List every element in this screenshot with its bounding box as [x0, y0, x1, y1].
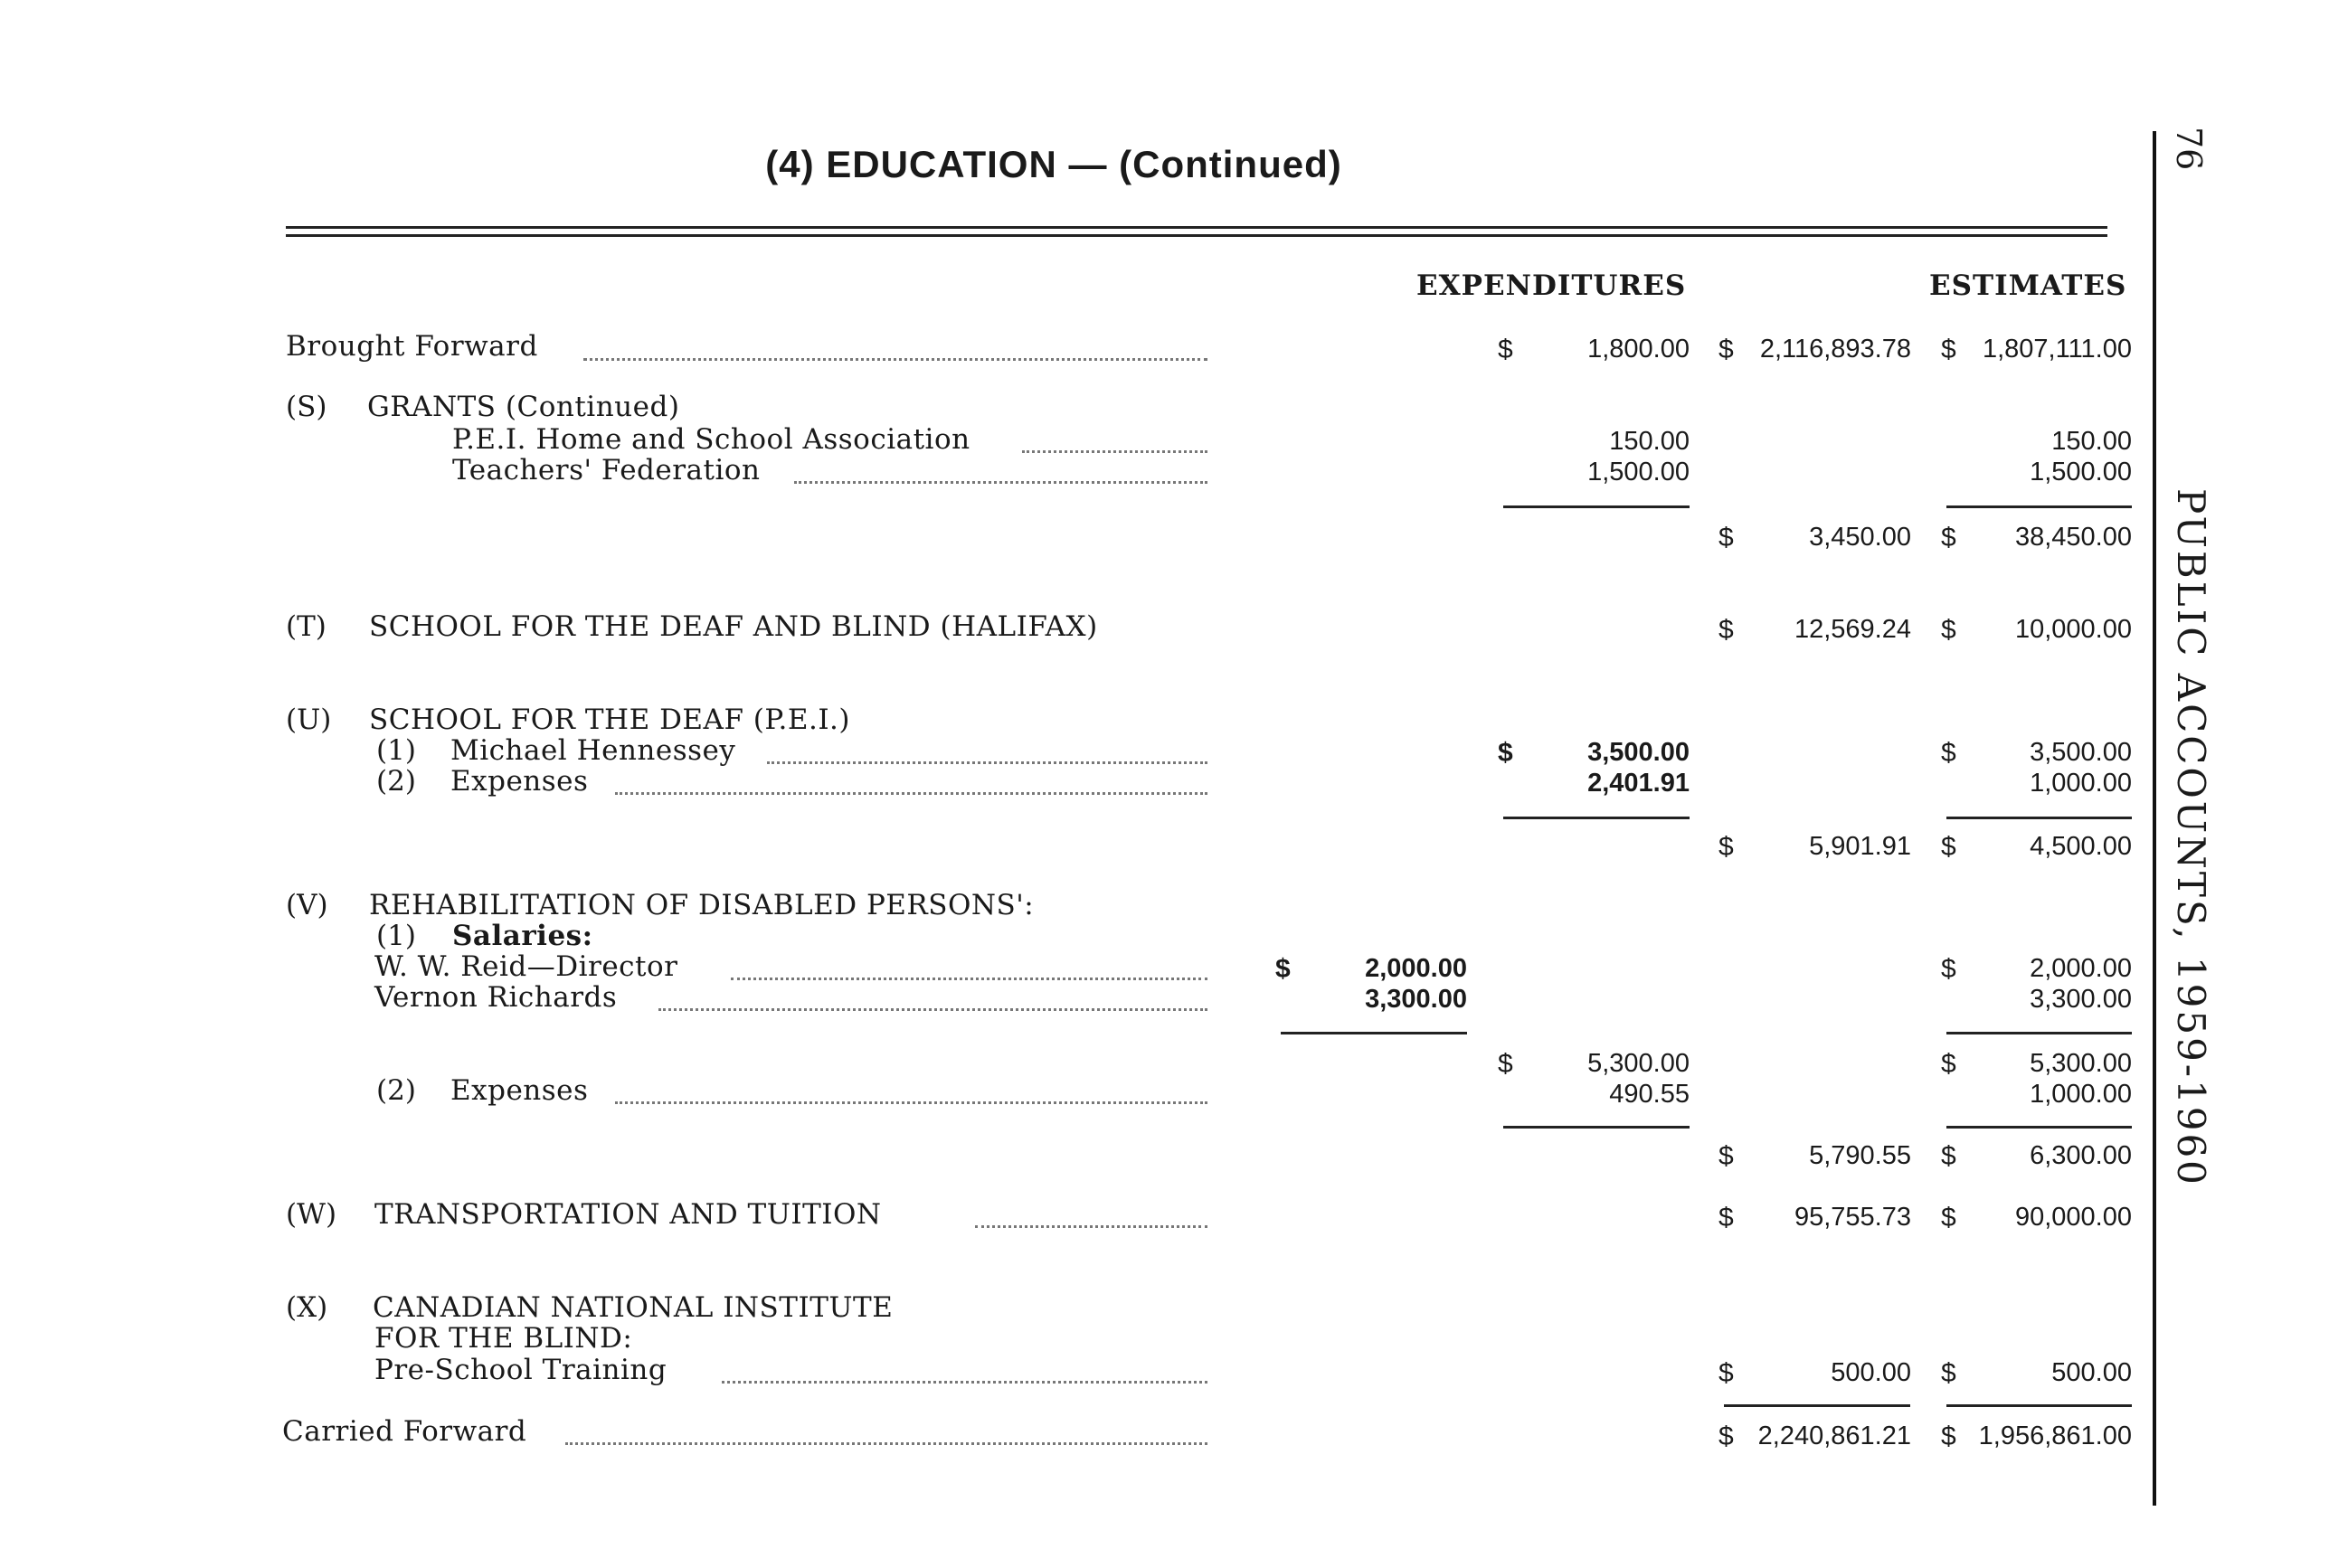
amount-expenditures-total: 2,116,893.78	[1759, 335, 1911, 364]
section-heading-grants: GRANTS (Continued)	[367, 391, 680, 423]
amount-expenditures-detail: 3,500.00	[1587, 738, 1690, 767]
leader-dots	[615, 1101, 1207, 1104]
row-label-teachers-federation: Teachers' Federation	[452, 454, 761, 486]
amount-expenditures-detail: 150.00	[1609, 427, 1690, 456]
amount-expenditures-total: 95,755.73	[1794, 1203, 1911, 1232]
section-marker-u: (U)	[286, 704, 332, 736]
leader-dots	[565, 1442, 1207, 1445]
amount-estimates: 3,300.00	[2030, 985, 2132, 1014]
subtotal-rule	[1946, 817, 2132, 819]
amount-estimates: 38,450.00	[2014, 523, 2132, 552]
row-label-carried-forward: Carried Forward	[282, 1415, 527, 1448]
row-label-expenses: Expenses	[450, 1074, 589, 1107]
amount-estimates: 1,000.00	[2030, 769, 2132, 798]
dollar-sign: $	[1718, 832, 1734, 862]
dollar-sign: $	[1941, 1203, 1956, 1233]
amount-estimates: 1,956,861.00	[1978, 1422, 2132, 1450]
amount-expenditures-total: 3,450.00	[1809, 523, 1911, 552]
section-marker-s: (S)	[286, 391, 327, 423]
amount-estimates: 3,500.00	[2030, 738, 2132, 767]
dollar-sign: $	[1941, 738, 1956, 768]
subtotal-rule	[1946, 1126, 2132, 1129]
leader-dots	[794, 481, 1207, 484]
leader-dots	[583, 358, 1207, 361]
amount-expenditures-detail: 1,500.00	[1587, 458, 1690, 486]
row-label-expenses: Expenses	[450, 765, 589, 798]
item-number: (2)	[376, 765, 416, 798]
header-rule-top	[286, 226, 2107, 229]
amount-expenditures-total: 2,240,861.21	[1757, 1422, 1911, 1450]
row-label-home-school: P.E.I. Home and School Association	[452, 423, 970, 456]
dollar-sign: $	[1941, 832, 1956, 862]
dollar-sign: $	[1498, 738, 1513, 768]
dollar-sign: $	[1275, 954, 1291, 984]
dollar-sign: $	[1941, 1049, 1956, 1079]
subtotal-rule	[1503, 505, 1690, 508]
page-title: (4) EDUCATION — (Continued)	[765, 143, 1342, 185]
item-number: (2)	[376, 1074, 416, 1107]
dollar-sign: $	[1718, 615, 1734, 645]
section-heading-school-deaf: SCHOOL FOR THE DEAF (P.E.I.)	[369, 704, 851, 736]
dollar-sign: $	[1941, 1422, 1956, 1451]
amount-estimates: 90,000.00	[2014, 1203, 2132, 1232]
total-rule	[1946, 1404, 2132, 1407]
section-marker-v: (V)	[286, 889, 328, 921]
dollar-sign: $	[1941, 335, 1956, 364]
amount-expenditures-detail: 490.55	[1609, 1080, 1690, 1109]
amount-estimates: 2,000.00	[2030, 954, 2132, 983]
row-label-school-deaf-blind: SCHOOL FOR THE DEAF AND BLIND (HALIFAX)	[369, 610, 1098, 643]
dollar-sign: $	[1718, 523, 1734, 553]
amount-estimates: 6,300.00	[2030, 1141, 2132, 1170]
amount-expenditures-detail: 2,401.91	[1587, 769, 1690, 798]
amount-expenditures-detail: 1,800.00	[1587, 335, 1690, 364]
amount-expenditures-total: 12,569.24	[1794, 615, 1911, 644]
subtotal-rule	[1503, 1126, 1690, 1129]
leader-dots	[615, 792, 1207, 795]
dollar-sign: $	[1718, 1358, 1734, 1388]
section-heading-rehabilitation: REHABILITATION OF DISABLED PERSONS':	[369, 889, 1035, 921]
dollar-sign: $	[1941, 1141, 1956, 1171]
dollar-sign: $	[1718, 1422, 1734, 1451]
item-number: (1)	[376, 734, 416, 767]
running-title: PUBLIC ACCOUNTS, 1959-1960	[2169, 488, 2213, 1187]
section-heading-cnib-line2: FOR THE BLIND:	[374, 1322, 633, 1355]
amount-estimates: 1,807,111.00	[1982, 335, 2132, 364]
row-label-transportation: TRANSPORTATION AND TUITION	[374, 1198, 882, 1231]
leader-dots	[658, 1008, 1207, 1011]
amount-expenditures-total: 5,790.55	[1809, 1141, 1911, 1170]
leader-dots	[731, 978, 1207, 980]
amount-expenditures-total: 500.00	[1831, 1358, 1911, 1387]
amount-estimates: 150.00	[2051, 427, 2132, 456]
item-number: (1)	[376, 920, 416, 952]
dollar-sign: $	[1718, 1141, 1734, 1171]
header-rule-bottom	[286, 234, 2107, 237]
leader-dots	[1022, 450, 1207, 453]
row-label-w-w-reid: W. W. Reid—Director	[374, 950, 678, 983]
amount-expenditures-detail: 5,300.00	[1587, 1049, 1690, 1078]
leader-dots	[722, 1381, 1207, 1384]
row-label-michael-hennessey: Michael Hennessey	[450, 734, 736, 767]
row-label-brought-forward: Brought Forward	[286, 330, 538, 363]
subtotal-rule	[1281, 1032, 1467, 1034]
leader-dots	[767, 761, 1207, 764]
dollar-sign: $	[1498, 1049, 1513, 1079]
dollar-sign: $	[1718, 1203, 1734, 1233]
amount-estimates: 4,500.00	[2030, 832, 2132, 861]
column-header-estimates: ESTIMATES	[1929, 269, 2127, 302]
row-label-vernon-richards: Vernon Richards	[374, 981, 618, 1014]
section-marker-x: (X)	[286, 1291, 328, 1324]
subtotal-rule	[1946, 1032, 2132, 1034]
amount-salary-detail: 3,300.00	[1365, 985, 1467, 1014]
amount-salary-detail: 2,000.00	[1365, 954, 1467, 983]
page-number: 76	[2169, 127, 2209, 171]
leader-dots	[975, 1225, 1207, 1228]
total-rule	[1724, 1404, 1910, 1407]
subtotal-rule	[1503, 817, 1690, 819]
amount-estimates: 1,000.00	[2030, 1080, 2132, 1109]
dollar-sign: $	[1498, 335, 1513, 364]
amount-estimates: 500.00	[2051, 1358, 2132, 1387]
amount-estimates: 1,500.00	[2030, 458, 2132, 486]
amount-estimates: 5,300.00	[2030, 1049, 2132, 1078]
amount-expenditures-total: 5,901.91	[1809, 832, 1911, 861]
row-label-pre-school-training: Pre-School Training	[374, 1354, 667, 1386]
subtotal-rule	[1946, 505, 2132, 508]
dollar-sign: $	[1718, 335, 1734, 364]
column-header-expenditures: EXPENDITURES	[1416, 269, 1687, 302]
section-heading-cnib: CANADIAN NATIONAL INSTITUTE	[373, 1291, 894, 1324]
margin-rule	[2153, 131, 2156, 1506]
dollar-sign: $	[1941, 523, 1956, 553]
amount-estimates: 10,000.00	[2014, 615, 2132, 644]
dollar-sign: $	[1941, 615, 1956, 645]
subheading-salaries: Salaries:	[452, 920, 593, 952]
section-marker-w: (W)	[286, 1198, 337, 1231]
dollar-sign: $	[1941, 1358, 1956, 1388]
section-marker-t: (T)	[286, 610, 327, 643]
dollar-sign: $	[1941, 954, 1956, 984]
